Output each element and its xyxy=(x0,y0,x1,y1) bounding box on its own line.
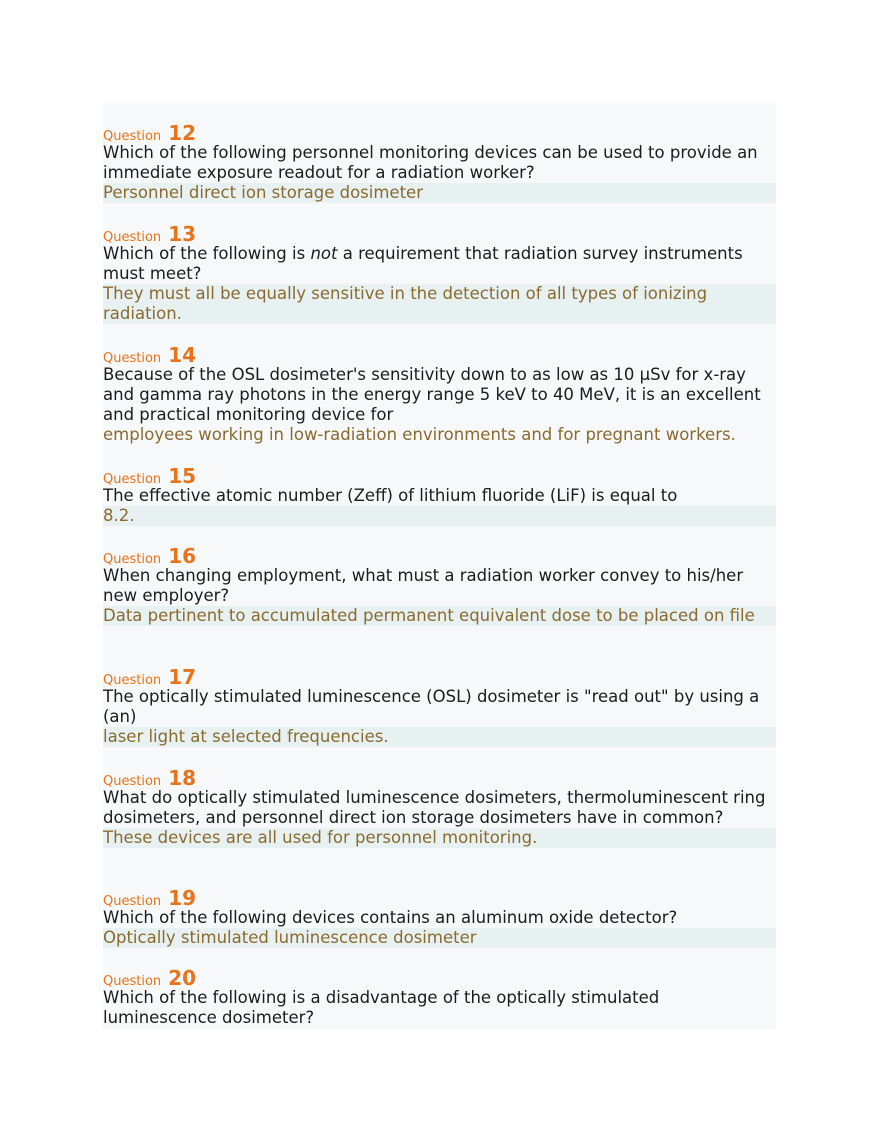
question-text: What do optically stimulated luminescence dosimeters, thermoluminescent ring dosimeters, and personnel direct ion storage dosimeters have in common? xyxy=(103,788,766,827)
question-label: Question xyxy=(103,894,162,909)
question-number: 20 xyxy=(168,966,197,990)
answer-text: Personnel direct ion storage dosimeter xyxy=(103,183,776,203)
question-heading xyxy=(103,224,776,244)
question-number: 19 xyxy=(168,886,197,910)
answer-text: These devices are all used for personnel monitoring. xyxy=(103,828,776,848)
question-number: 18 xyxy=(168,766,197,790)
question-text: When changing employment, what must a radiation worker convey to his/her new employer? xyxy=(103,566,744,605)
question-number: 17 xyxy=(168,665,197,689)
question-block-12 xyxy=(103,123,776,203)
question-block-13 xyxy=(103,224,776,324)
question-number: 13 xyxy=(168,222,197,246)
question-block-17 xyxy=(103,667,776,747)
question-label: Question xyxy=(103,774,162,789)
question-heading xyxy=(103,768,776,788)
question-label: Question xyxy=(103,129,162,144)
question-text: The effective atomic number (Zeff) of lithium fluoride (LiF) is equal to xyxy=(103,486,678,505)
question-text: Which of the following is a disadvantage of the optically stimulated luminescence dosimeter? xyxy=(103,988,660,1027)
question-label: Question xyxy=(103,673,162,688)
question-heading xyxy=(103,667,776,687)
question-block-20 xyxy=(103,968,776,1028)
question-label: Question xyxy=(103,230,162,245)
question-number: 15 xyxy=(168,464,197,488)
question-heading xyxy=(103,466,776,486)
question-number: 12 xyxy=(168,121,197,145)
question-block-18 xyxy=(103,768,776,848)
question-heading xyxy=(103,968,776,988)
question-text-start: Which of the following is xyxy=(103,244,311,263)
question-number: 14 xyxy=(168,343,197,367)
answer-text: 8.2. xyxy=(103,506,776,526)
question-text-end: a requirement that radiation survey instruments must meet? xyxy=(103,244,743,283)
answer-text: Data pertinent to accumulated permanent equivalent dose to be placed on file xyxy=(103,606,776,626)
answer-text: They must all be equally sensitive in the detection of all types of ionizing radiation. xyxy=(103,284,776,324)
answer-text: laser light at selected frequencies. xyxy=(103,727,776,747)
question-label: Question xyxy=(103,552,162,567)
question-text: The optically stimulated luminescence (OSL) dosimeter is "read out" by using a (an) xyxy=(103,687,760,726)
question-text: Which of the following devices contains an aluminum oxide detector? xyxy=(103,908,678,927)
question-heading xyxy=(103,888,776,908)
question-label: Question xyxy=(103,974,162,989)
question-text xyxy=(103,244,776,284)
question-label: Question xyxy=(103,472,162,487)
question-text: Because of the OSL dosimeter's sensitivity down to as low as 10 μSv for x-ray and gamma ray photons in the energy range 5 keV to 40 MeV, it is an excellent and practical monitoring device for xyxy=(103,365,761,424)
question-heading xyxy=(103,345,776,365)
question-block-19 xyxy=(103,888,776,948)
question-block-14 xyxy=(103,345,776,445)
question-list xyxy=(103,103,776,1029)
question-heading xyxy=(103,546,776,566)
question-block-15 xyxy=(103,466,776,526)
question-text-emphasis: not xyxy=(310,244,338,263)
answer-text: employees working in low-radiation environments and for pregnant workers. xyxy=(103,425,736,444)
question-label: Question xyxy=(103,351,162,366)
question-text: Which of the following personnel monitoring devices can be used to provide an immediate exposure readout for a radiation worker? xyxy=(103,143,758,182)
question-block-16 xyxy=(103,546,776,626)
question-heading xyxy=(103,123,776,143)
answer-text: Optically stimulated luminescence dosimeter xyxy=(103,928,776,948)
question-number: 16 xyxy=(168,544,197,568)
